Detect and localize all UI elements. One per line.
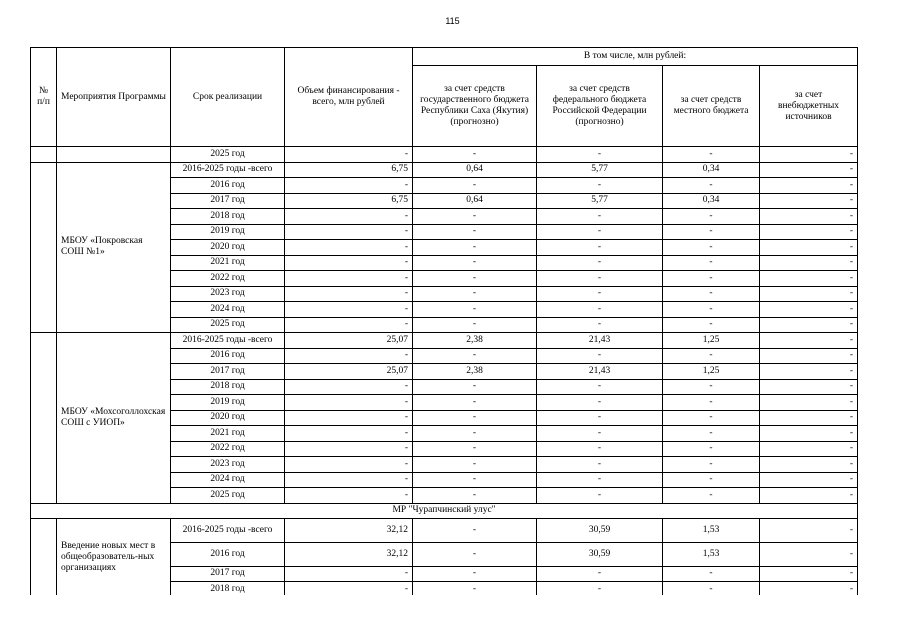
extra-cell: - (760, 302, 858, 318)
period-cell: 2018 год (171, 582, 285, 596)
federal-cell: 30,59 (537, 542, 663, 566)
period-cell: 2023 год (171, 457, 285, 473)
federal-cell: - (537, 488, 663, 504)
local-cell: - (663, 426, 760, 442)
col-extra-header: за счет внебюджетных источников (760, 66, 858, 147)
section-row (31, 503, 858, 518)
state-cell: - (413, 209, 537, 225)
table-row (31, 333, 858, 349)
local-cell: - (663, 348, 760, 364)
col-local-header: за счет средств местного бюджета (663, 66, 760, 147)
state-cell: - (413, 542, 537, 566)
extra-cell: - (760, 542, 858, 566)
extra-cell: - (760, 147, 858, 163)
period-cell: 2016 год (171, 178, 285, 194)
state-cell: - (413, 410, 537, 426)
state-cell: - (413, 488, 537, 504)
state-cell: - (413, 302, 537, 318)
total-cell: - (285, 178, 413, 194)
period-cell: 2017 год (171, 566, 285, 582)
extra-cell: - (760, 178, 858, 194)
extra-cell: - (760, 348, 858, 364)
federal-cell: - (537, 379, 663, 395)
state-cell: - (413, 395, 537, 411)
period-cell: 2017 год (171, 193, 285, 209)
event-name-cell: МБОУ «Покровская СОШ №1» (57, 162, 171, 333)
federal-cell: - (537, 317, 663, 333)
total-cell: 32,12 (285, 542, 413, 566)
period-cell: 2019 год (171, 224, 285, 240)
federal-cell: - (537, 255, 663, 271)
total-cell: 6,75 (285, 162, 413, 178)
federal-cell: - (537, 457, 663, 473)
total-cell: - (285, 457, 413, 473)
row-num-cell (31, 333, 57, 504)
federal-cell: - (537, 302, 663, 318)
funding-table (30, 47, 858, 595)
row-num-cell (31, 518, 57, 595)
extra-cell: - (760, 379, 858, 395)
local-cell: - (663, 472, 760, 488)
local-cell: - (663, 209, 760, 225)
total-cell: - (285, 426, 413, 442)
table-row (31, 162, 858, 178)
period-cell: 2020 год (171, 410, 285, 426)
col-state-header: за счет средств государственного бюджета Республики Саха (Якутия) (прогнозно) (413, 66, 537, 147)
period-cell: 2016 год (171, 348, 285, 364)
federal-cell: 30,59 (537, 518, 663, 542)
total-cell: - (285, 410, 413, 426)
table-row (31, 518, 858, 542)
local-cell: 1,53 (663, 542, 760, 566)
extra-cell: - (760, 240, 858, 256)
local-cell: - (663, 255, 760, 271)
local-cell: - (663, 240, 760, 256)
state-cell: 2,38 (413, 333, 537, 349)
extra-cell: - (760, 193, 858, 209)
total-cell: - (285, 348, 413, 364)
local-cell: - (663, 286, 760, 302)
extra-cell: - (760, 395, 858, 411)
period-cell: 2024 год (171, 302, 285, 318)
col-period-header: Срок реализации (171, 48, 285, 147)
federal-cell: 21,43 (537, 364, 663, 380)
state-cell: - (413, 286, 537, 302)
extra-cell: - (760, 162, 858, 178)
header-row (31, 48, 858, 66)
extra-cell: - (760, 224, 858, 240)
extra-cell: - (760, 488, 858, 504)
total-cell: - (285, 379, 413, 395)
period-cell: 2018 год (171, 379, 285, 395)
federal-cell: 21,43 (537, 333, 663, 349)
total-cell: - (285, 566, 413, 582)
period-cell: 2016-2025 годы -всего (171, 333, 285, 349)
extra-cell: - (760, 518, 858, 542)
total-cell: 25,07 (285, 333, 413, 349)
local-cell: - (663, 395, 760, 411)
period-cell: 2020 год (171, 240, 285, 256)
federal-cell: - (537, 441, 663, 457)
state-cell: - (413, 224, 537, 240)
local-cell: - (663, 410, 760, 426)
period-cell: 2021 год (171, 426, 285, 442)
federal-cell: - (537, 426, 663, 442)
period-cell: 2025 год (171, 147, 285, 163)
local-cell: - (663, 488, 760, 504)
federal-cell: - (537, 582, 663, 596)
period-cell: 2018 год (171, 209, 285, 225)
local-cell: - (663, 147, 760, 163)
total-cell: 32,12 (285, 518, 413, 542)
federal-cell: - (537, 240, 663, 256)
state-cell: - (413, 441, 537, 457)
local-cell: - (663, 178, 760, 194)
extra-cell: - (760, 286, 858, 302)
table-body (31, 147, 858, 596)
local-cell: 1,53 (663, 518, 760, 542)
table-row (31, 147, 858, 163)
federal-cell: - (537, 348, 663, 364)
section-title: МР "Чурапчинский улус" (31, 503, 858, 518)
total-cell: - (285, 209, 413, 225)
state-cell: - (413, 240, 537, 256)
state-cell: - (413, 426, 537, 442)
total-cell: - (285, 472, 413, 488)
total-cell: - (285, 441, 413, 457)
federal-cell: - (537, 224, 663, 240)
state-cell: - (413, 271, 537, 287)
federal-cell: - (537, 395, 663, 411)
total-cell: 25,07 (285, 364, 413, 380)
total-cell: 6,75 (285, 193, 413, 209)
period-cell: 2022 год (171, 441, 285, 457)
period-cell: 2025 год (171, 488, 285, 504)
extra-cell: - (760, 255, 858, 271)
extra-cell: - (760, 457, 858, 473)
local-cell: 1,25 (663, 364, 760, 380)
extra-cell: - (760, 333, 858, 349)
local-cell: - (663, 302, 760, 318)
period-cell: 2023 год (171, 286, 285, 302)
federal-cell: 5,77 (537, 162, 663, 178)
state-cell: - (413, 255, 537, 271)
period-cell: 2021 год (171, 255, 285, 271)
col-event-header: Мероприятия Программы (57, 48, 171, 147)
total-cell: - (285, 286, 413, 302)
col-including-header: В том числе, млн рублей: (413, 48, 858, 66)
state-cell: - (413, 472, 537, 488)
local-cell: - (663, 379, 760, 395)
period-cell: 2022 год (171, 271, 285, 287)
total-cell: - (285, 488, 413, 504)
local-cell: - (663, 317, 760, 333)
state-cell: - (413, 379, 537, 395)
table-viewport (30, 47, 858, 595)
federal-cell: - (537, 271, 663, 287)
period-cell: 2019 год (171, 395, 285, 411)
extra-cell: - (760, 426, 858, 442)
period-cell: 2025 год (171, 317, 285, 333)
col-num-header: № п/п (31, 48, 57, 147)
row-event-cell (57, 147, 171, 163)
total-cell: - (285, 224, 413, 240)
state-cell: - (413, 317, 537, 333)
total-cell: - (285, 302, 413, 318)
period-cell: 2017 год (171, 364, 285, 380)
period-cell: 2016-2025 годы -всего (171, 518, 285, 542)
extra-cell: - (760, 271, 858, 287)
event-name-cell: Введение новых мест в общеобразователь-ных организациях (57, 518, 171, 595)
state-cell: - (413, 582, 537, 596)
extra-cell: - (760, 566, 858, 582)
federal-cell: - (537, 286, 663, 302)
extra-cell: - (760, 410, 858, 426)
federal-cell: - (537, 209, 663, 225)
local-cell: 0,34 (663, 193, 760, 209)
page-number: 115 (445, 16, 460, 26)
state-cell: - (413, 566, 537, 582)
extra-cell: - (760, 441, 858, 457)
extra-cell: - (760, 472, 858, 488)
total-cell: - (285, 582, 413, 596)
local-cell: - (663, 271, 760, 287)
total-cell: - (285, 317, 413, 333)
extra-cell: - (760, 209, 858, 225)
federal-cell: - (537, 147, 663, 163)
local-cell: - (663, 457, 760, 473)
state-cell: 0,64 (413, 162, 537, 178)
col-federal-header: за счет средств федерального бюджета Российской Федерации (прогнозно) (537, 66, 663, 147)
local-cell: 1,25 (663, 333, 760, 349)
local-cell: - (663, 441, 760, 457)
period-cell: 2016 год (171, 542, 285, 566)
state-cell: - (413, 178, 537, 194)
row-num-cell (31, 147, 57, 163)
event-name-cell: МБОУ «Мохсоголлохская СОШ с УИОП» (57, 333, 171, 504)
period-cell: 2016-2025 годы -всего (171, 162, 285, 178)
federal-cell: - (537, 178, 663, 194)
col-total-header: Объем финансирования - всего, млн рублей (285, 48, 413, 147)
state-cell: - (413, 457, 537, 473)
state-cell: - (413, 518, 537, 542)
total-cell: - (285, 395, 413, 411)
extra-cell: - (760, 317, 858, 333)
period-cell: 2024 год (171, 472, 285, 488)
state-cell: 2,38 (413, 364, 537, 380)
extra-cell: - (760, 582, 858, 596)
total-cell: - (285, 240, 413, 256)
federal-cell: - (537, 472, 663, 488)
state-cell: - (413, 348, 537, 364)
local-cell: 0,34 (663, 162, 760, 178)
total-cell: - (285, 147, 413, 163)
state-cell: - (413, 147, 537, 163)
federal-cell: - (537, 566, 663, 582)
federal-cell: - (537, 410, 663, 426)
state-cell: 0,64 (413, 193, 537, 209)
local-cell: - (663, 224, 760, 240)
total-cell: - (285, 271, 413, 287)
extra-cell: - (760, 364, 858, 380)
row-num-cell (31, 162, 57, 333)
federal-cell: 5,77 (537, 193, 663, 209)
local-cell: - (663, 566, 760, 582)
local-cell: - (663, 582, 760, 596)
total-cell: - (285, 255, 413, 271)
